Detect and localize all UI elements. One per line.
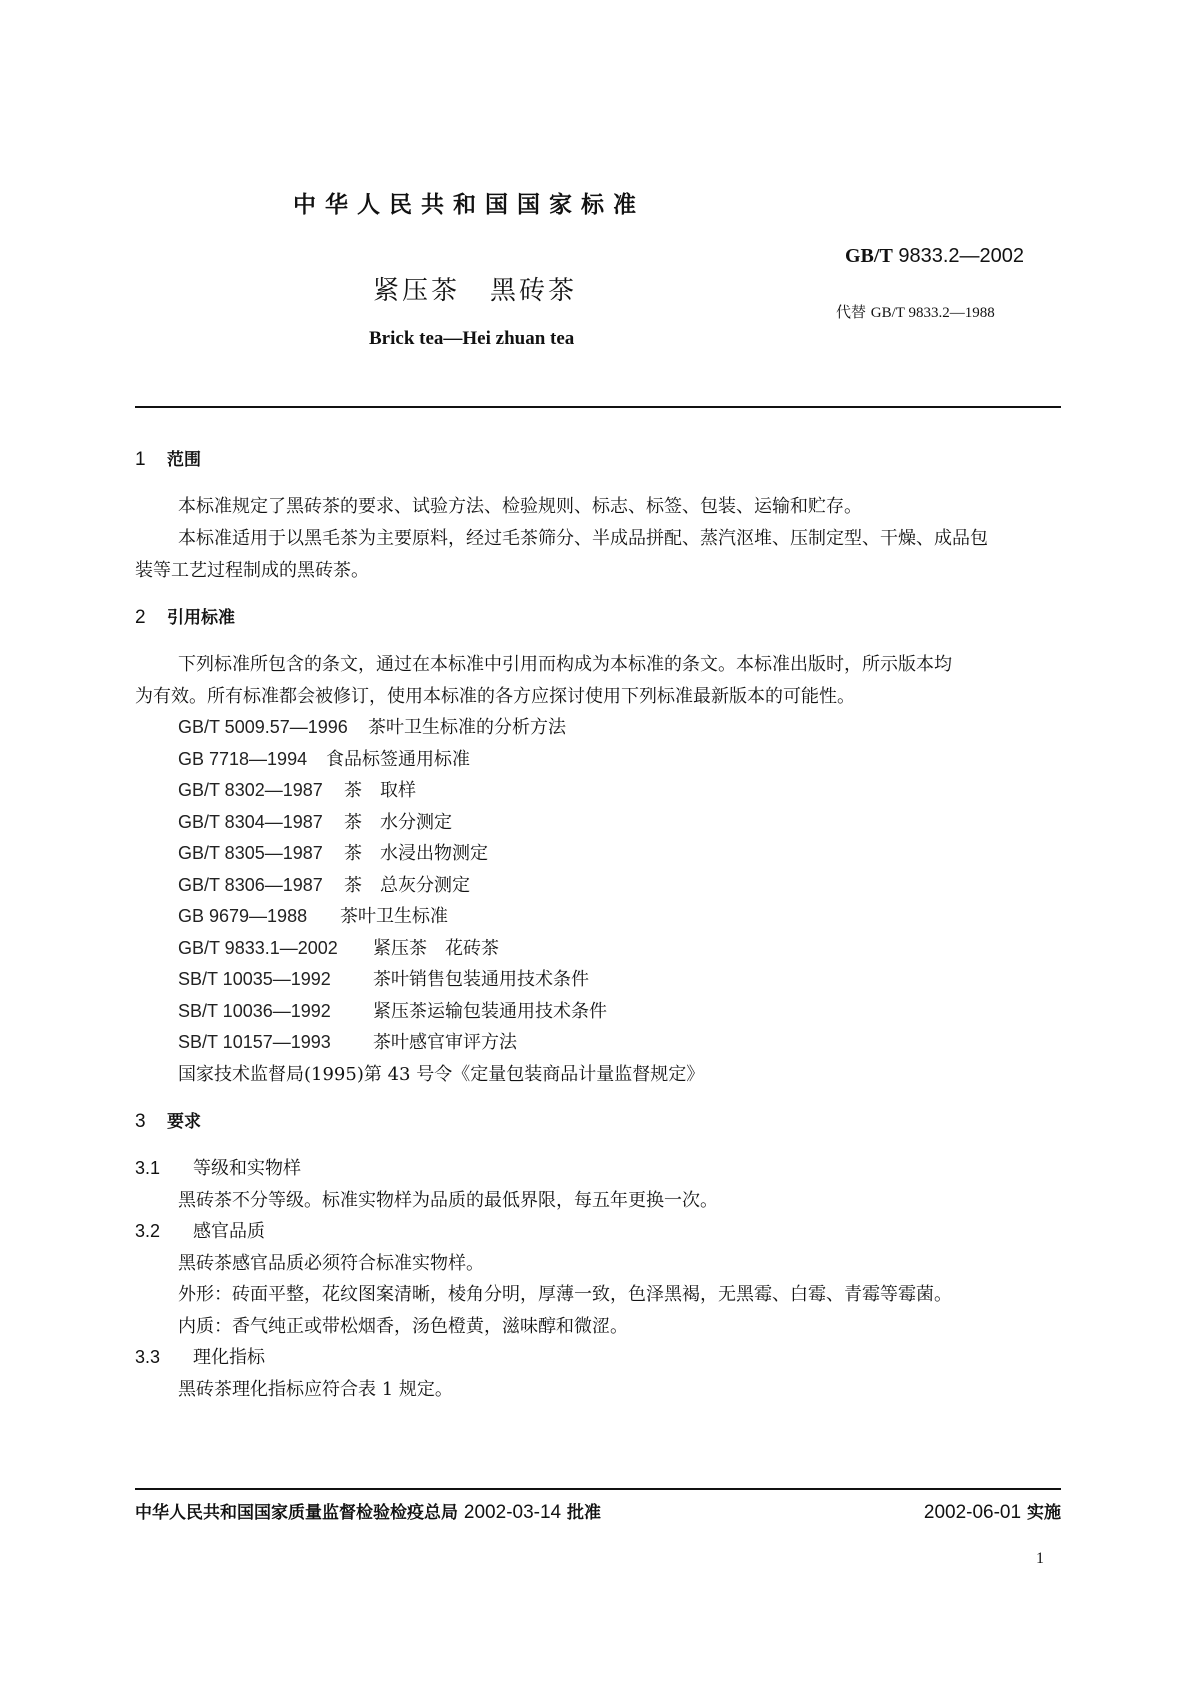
replaces-label: 代替 — [836, 303, 867, 321]
subsection-title: 等级和实物样 — [193, 1158, 301, 1179]
reference-title: 食品标签通用标准 — [326, 749, 470, 770]
physicochemical-text: 黑砖茶理化指标应符合表 1 规定。 — [178, 1379, 453, 1400]
reference-item — [178, 902, 448, 928]
section-number: 2 — [135, 607, 146, 628]
approval-org: 中华人民共和国国家质量监督检验检疫总局 — [135, 1503, 458, 1523]
page-number: 1 — [1036, 1550, 1044, 1567]
reference-item — [178, 997, 607, 1023]
english-title: Brick tea—Hei zhuan tea — [369, 328, 575, 349]
implementation-label: 实施 — [1027, 1503, 1061, 1523]
reference-item — [178, 713, 566, 739]
subsection-heading-3-3 — [135, 1343, 265, 1369]
section-number: 1 — [135, 449, 146, 470]
subsection-number: 3.1 — [135, 1158, 161, 1178]
section-title: 要求 — [167, 1112, 201, 1132]
implementation-date: 2002-06-01 — [923, 1502, 1022, 1523]
footer-divider — [135, 1488, 1061, 1490]
reference-code: GB/T 5009.57—1996 — [178, 717, 348, 737]
references-intro-line-2: 为有效。所有标准都会被修订，使用本标准的各方应探讨使用下列标准最新版本的可能性。 — [135, 686, 855, 707]
reference-code: SB/T 10035—1992 — [178, 969, 331, 989]
section-title: 引用标准 — [167, 608, 235, 628]
reference-code: GB 7718—1994 — [178, 749, 308, 769]
approval-line — [135, 1498, 601, 1524]
reference-code: GB/T 8304—1987 — [178, 812, 323, 832]
reference-item — [178, 839, 488, 865]
reference-code: GB 9679—1988 — [178, 906, 308, 926]
document-title — [373, 270, 577, 307]
reference-title: 茶叶销售包装通用技术条件 — [373, 969, 589, 990]
decree-reference: 国家技术监督局(1995)第 43 号令《定量包装商品计量监督规定》 — [178, 1064, 705, 1085]
standard-number — [845, 245, 1024, 268]
document-title-part2: 黑砖茶 — [490, 276, 578, 306]
reference-code: SB/T 10157—1993 — [178, 1032, 331, 1052]
reference-item — [178, 965, 589, 991]
standard-number-prefix: GB/T — [845, 245, 893, 267]
grade-text: 黑砖茶不分等级。标准实物样为品质的最低界限，每五年更换一次。 — [178, 1190, 718, 1211]
scope-paragraph-2-line-2: 装等工艺过程制成的黑砖茶。 — [135, 560, 369, 581]
sensory-text-2: 外形：砖面平整，花纹图案清晰，棱角分明，厚薄一致，色泽黑褐，无黑霉、白霉、青霉等霉菌。 — [178, 1284, 952, 1305]
reference-code: SB/T 10036—1992 — [178, 1001, 331, 1021]
subsection-heading-3-1 — [135, 1154, 301, 1180]
national-standard-title: 中华人民共和国国家标准 — [293, 192, 645, 218]
implementation-line — [924, 1498, 1061, 1524]
section-title: 范围 — [167, 450, 201, 470]
reference-code: GB/T 8306—1987 — [178, 875, 323, 895]
reference-item — [178, 745, 470, 771]
section-requirements-heading — [135, 1107, 201, 1133]
standard-number-value: 9833.2—2002 — [898, 245, 1025, 267]
document-title-part1: 紧压茶 — [373, 276, 461, 306]
scope-paragraph-1: 本标准规定了黑砖茶的要求、试验方法、检验规则、标志、标签、包装、运输和贮存。 — [178, 496, 862, 517]
section-references-heading — [135, 603, 235, 629]
section-scope-heading — [135, 445, 201, 471]
reference-title: 茶叶卫生标准的分析方法 — [368, 717, 566, 738]
reference-item — [178, 934, 499, 960]
replaces-code: GB/T 9833.2—1988 — [870, 305, 995, 321]
reference-item — [178, 871, 470, 897]
scope-paragraph-2-line-1: 本标准适用于以黑毛茶为主要原料，经过毛茶筛分、半成品拼配、蒸汽沤堆、压制定型、干燥、成品包 — [178, 528, 988, 549]
reference-code: GB/T 8302—1987 — [178, 780, 323, 800]
reference-title: 紧压茶 花砖茶 — [373, 938, 499, 959]
reference-code: GB/T 8305—1987 — [178, 843, 323, 863]
approval-label: 批准 — [567, 1503, 602, 1523]
reference-item — [178, 776, 416, 802]
reference-code: GB/T 9833.1—2002 — [178, 938, 338, 958]
header-divider — [135, 406, 1061, 408]
reference-title: 茶 水分测定 — [344, 812, 452, 833]
reference-title: 茶 总灰分测定 — [344, 875, 470, 896]
sensory-text-1: 黑砖茶感官品质必须符合标准实物样。 — [178, 1253, 484, 1274]
reference-title: 紧压茶运输包装通用技术条件 — [373, 1001, 607, 1022]
references-intro-line-1: 下列标准所包含的条文，通过在本标准中引用而构成为本标准的条文。本标准出版时，所示版本均 — [178, 654, 952, 675]
reference-title: 茶叶感官审评方法 — [373, 1032, 517, 1053]
sensory-text-3: 内质：香气纯正或带松烟香，汤色橙黄，滋味醇和微涩。 — [178, 1316, 628, 1337]
reference-title: 茶叶卫生标准 — [340, 906, 448, 927]
approval-date: 2002-03-14 — [463, 1502, 562, 1523]
subsection-number: 3.3 — [135, 1347, 161, 1367]
subsection-heading-3-2 — [135, 1217, 265, 1243]
reference-item — [178, 1028, 517, 1054]
subsection-title: 感官品质 — [193, 1221, 265, 1242]
subsection-title: 理化指标 — [193, 1347, 265, 1368]
reference-title: 茶 水浸出物测定 — [344, 843, 488, 864]
section-number: 3 — [135, 1111, 146, 1132]
reference-title: 茶 取样 — [344, 780, 416, 801]
subsection-number: 3.2 — [135, 1221, 161, 1241]
replaces-note — [836, 301, 995, 322]
reference-item — [178, 808, 452, 834]
